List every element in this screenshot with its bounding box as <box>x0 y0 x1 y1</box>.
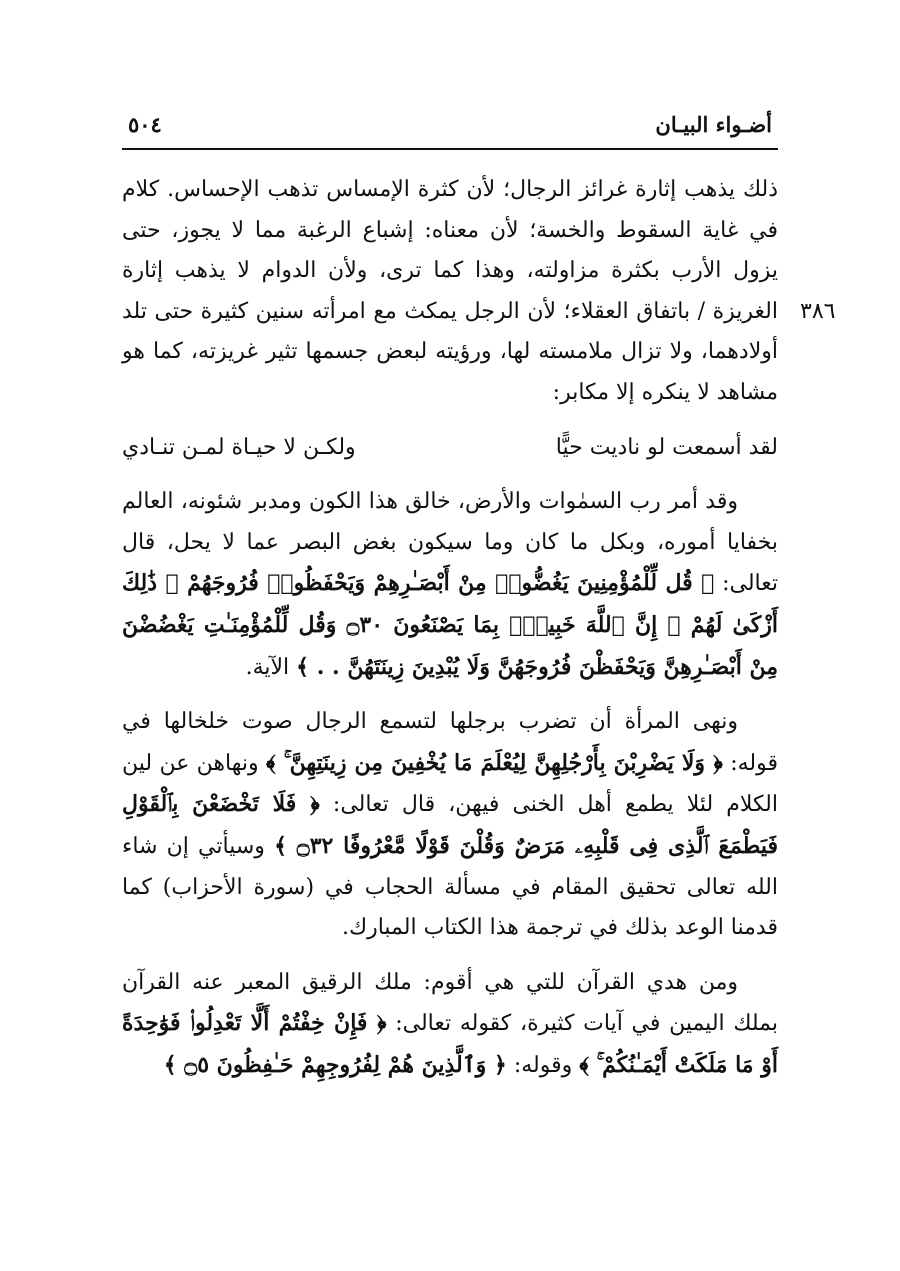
paragraph-2-text: وقد أمر رب السمٰوات والأرض، خالق هذا الكون ومدبر شئونه، العالم بخفايا أموره، وبكل ما كان وما سيكون بغض البصر عما لا يحل، قال تعالى: <box>122 489 778 597</box>
running-title: أضـواء البيـان <box>655 112 772 137</box>
paragraph-2 <box>122 482 778 688</box>
quran-quote-muminun-5: ﴿ وَٱلَّذِينَ هُمْ لِفُرُوجِهِمْ حَـٰفِظُونَ ۝٥ ﴾ <box>163 1051 507 1078</box>
quran-quote-nur-30-31: ﴿ قُل لِّلْمُؤْمِنِينَ يَغُضُّوا۟ مِنْ أَبْصَـٰرِهِمْ وَيَحْفَظُوا۟ فُرُوجَهُمْ ۚ ذَٰلِكَ أَزْكَىٰ لَهُمْ ۗ إِنَّ ٱللَّهَ خَبِيرٌۢ بِمَا يَصْنَعُونَ ۝٣٠ وَقُل لِّلْمُؤْمِنَـٰتِ يَغْضُضْنَ مِنْ أَبْصَـٰرِهِنَّ وَيَحْفَظْنَ فُرُوجَهُنَّ وَلَا يُبْدِينَ زِينَتَهُنَّ . . ﴾ <box>122 570 778 680</box>
margin-page-reference: ٣٨٦ <box>800 299 836 324</box>
paragraph-3-text-2: ونهاهن عن لين الكلام لئلا يطمع أهل الخنى فيهن، قال تعالى: <box>122 750 778 818</box>
verse-first-hemistich: لقد أسمعت لو ناديت حيًّا <box>555 434 778 460</box>
paragraph-4-text-2: وقوله: <box>513 1052 573 1078</box>
paragraph-2-tail: الآية. <box>245 654 290 680</box>
paragraph-4 <box>122 963 778 1087</box>
quran-quote-nisa-3: ﴿ فَإِنْ خِفْتُمْ أَلَّا تَعْدِلُوا۟ فَوَٰحِدَةً أَوْ مَا مَلَكَتْ أَيْمَـٰنُكُمْ ۚ ﴾ <box>122 1010 778 1078</box>
paragraph-3 <box>122 702 778 949</box>
paragraph-4-text-1: ومن هدي القرآن للتي هي أقوم: ملك الرقيق المعبر عنه القرآن بملك اليمين في آيات كثيرة، كقوله تعالى: <box>122 969 778 1037</box>
paragraph-3-text-3: وسيأتي إن شاء الله تعالى تحقيق المقام في مسألة الحجاب في (سورة الأحزاب) كما قدمنا الوعد بذلك في ترجمة هذا الكتاب المبارك. <box>122 833 778 941</box>
verse-second-hemistich: ولكـن لا حيـاة لمـن تنـادي <box>122 434 356 460</box>
quran-quote-ahzab-32: ﴿ فَلَا تَخْضَعْنَ بِٱلْقَوْلِ فَيَطْمَعَ ٱلَّذِى فِى قَلْبِهِۦ مَرَضٌ وَقُلْنَ قَوْلًا مَّعْرُوفًا ۝٣٢ ﴾ <box>122 791 778 859</box>
poetry-verse <box>122 428 778 469</box>
quran-quote-nur-31: ﴿ وَلَا يَضْرِبْنَ بِأَرْجُلِهِنَّ لِيُعْلَمَ مَا يُخْفِينَ مِن زِينَتِهِنَّ ۚ ﴾ <box>265 749 723 776</box>
page-header <box>122 112 778 150</box>
page-number: ٥٠٤ <box>128 112 162 137</box>
paragraph-1: ذلك يذهب إثارة غرائز الرجال؛ لأن كثرة الإمساس تذهب الإحساس. كلام في غاية السقوط والخسة؛ لأن معناه: إشباع الرغبة مما لا يجوز، حتى يزول الأرب بكثرة مزاولته، وهذا كما ترى، ولأن الدوام لا يذهب إثارة الغريزة / باتفاق العقلاء؛ لأن الرجل يمكث مع امرأته سنين كثيرة حتى تلد أولادهما، ولا تزال ملامسته لها، ورؤيته لبعض جسمها تثير غريزته، كما هو مشاهد لا ينكره إلا مكابر: <box>122 177 778 405</box>
paragraph-3-text-1: ونهى المرأة أن تضرب برجلها لتسمع الرجال صوت خلخالها في قوله: <box>122 709 778 776</box>
page-body <box>122 170 778 1086</box>
